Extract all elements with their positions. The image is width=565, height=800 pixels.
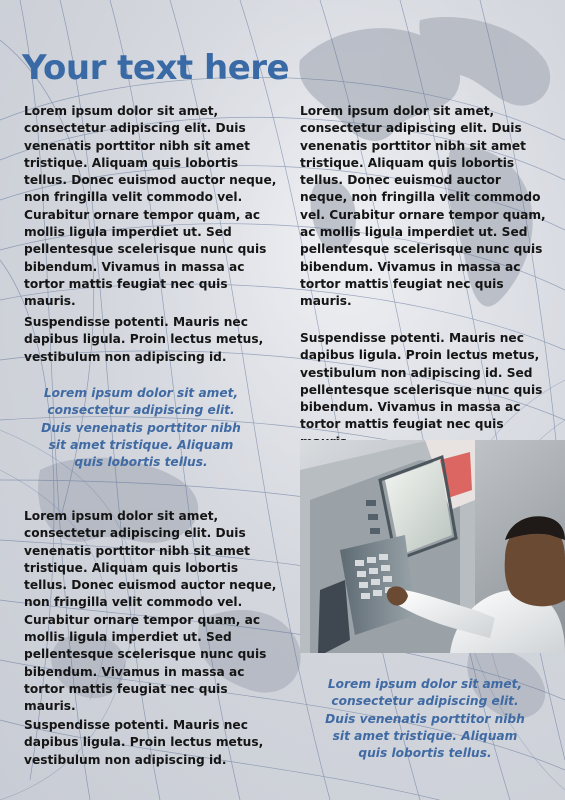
left-pull-quote: Lorem ipsum dolor sit amet, consectetur adipiscing elit. Duis venenatis porttitor nibh sit amet tristique. Aliquam quis lobortis tellus. bbox=[41, 386, 241, 470]
right-paragraph-2: Suspendisse potenti. Mauris nec dapibus ligula. Proin lectus metus, vestibulum non adipiscing id. Sed pellentesque scelerisque nunc quis bibendum. Vivamus in massa ac tortor mattis feugiat nec quis bbox=[300, 331, 543, 432]
right-paragraph-1: Lorem ipsum dolor sit amet, consectetur adipiscing elit. Duis venenatis porttitor nibh sit amet tristique. Aliquam quis lobortis tellus. Donec euismod auctor neque, non fringilla velit commodo vel. Curabitur ornare tempor quam, ac mollis ligula imperdiet ut. Sed pellentesque scelerisque nunc quis bibendum. Vivamus in massa ac tortor mattis feugiat nec quis mauris. bbox=[300, 104, 546, 309]
page-title: Your text here bbox=[22, 48, 290, 88]
left-paragraph-2: Suspendisse potenti. Mauris nec dapibus ligula. Proin lectus metus, vestibulum non adipiscing id. bbox=[24, 315, 264, 364]
atm-photo bbox=[300, 440, 565, 653]
left-paragraph-3: Lorem ipsum dolor sit amet, consectetur adipiscing elit. Duis venenatis porttitor nibh sit amet tristique. Aliquam quis lobortis tellus. Donec euismod auctor neque, non fringilla velit commodo vel. Curabitur ornare tempor quam, ac mollis ligula imperdiet ut. Sed pellentesque scelerisque nunc quis bibendum. Vivamus in massa ac tortor mattis feugiat nec quis mauris. bbox=[24, 509, 277, 714]
left-paragraph-1: Lorem ipsum dolor sit amet, consectetur adipiscing elit. Duis venenatis porttitor nibh sit amet tristique. Aliquam quis lobortis tellus. Donec euismod auctor neque, non fringilla velit commodo vel. Curabitur ornare tempor quam, ac mollis ligula imperdiet ut. Sed pellentesque scelerisque nunc quis bibendum. Vivamus in massa ac tortor mattis feugiat nec quis mauris. bbox=[24, 104, 277, 309]
man-using-atm-illustration bbox=[300, 440, 565, 653]
left-paragraph-4: Suspendisse potenti. Mauris nec dapibus ligula. Proin lectus metus, vestibulum non adipiscing id. bbox=[24, 718, 264, 767]
right-pull-quote: Lorem ipsum dolor sit amet, consectetur adipiscing elit. Duis venenatis porttitor nibh sit amet tristique. Aliquam quis lobortis tellus. bbox=[325, 677, 525, 761]
